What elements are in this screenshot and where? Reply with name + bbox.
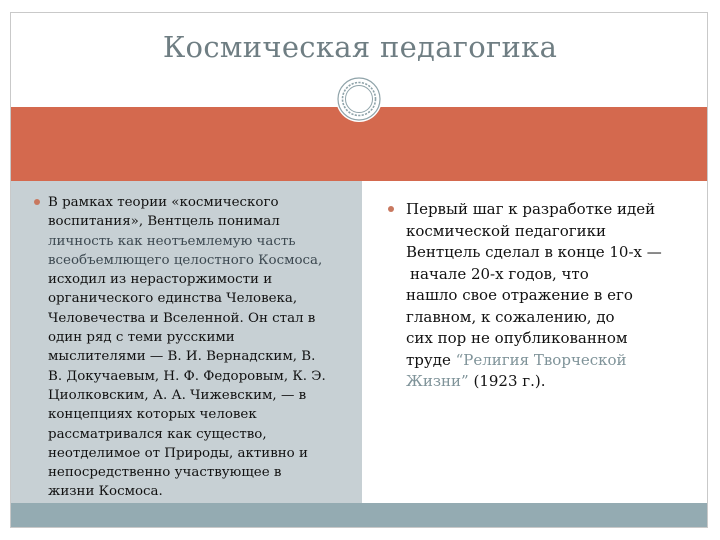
footer-band — [11, 503, 707, 527]
bullet-icon — [34, 199, 40, 205]
circle-ornament-icon — [336, 76, 382, 122]
text-line: концепциях которых человек — [48, 407, 257, 423]
book-title: Жизни” — [406, 372, 469, 390]
text-line: главном, к сожалению, до — [406, 307, 615, 326]
text-line: нашло свое отражение в его — [406, 286, 633, 304]
text-line: воспитания», Вентцель понимал — [48, 214, 280, 230]
left-column-text — [48, 193, 348, 502]
slide-title: Космическая педагогика — [162, 30, 558, 64]
text-line: сих пор не опубликованном — [406, 329, 628, 347]
text-line — [406, 350, 696, 372]
text-line: Первый шаг к разработке идей — [406, 200, 656, 218]
text-line: начале 20-х годов, что — [410, 264, 589, 283]
text-line: Циолковским, А. А. Чижевским, — в — [48, 387, 307, 403]
right-column-text — [406, 199, 696, 393]
text-line: жизни Космоса. — [48, 484, 163, 500]
text-line: В. Докучаевым, Н. Ф. Федоровым, К. Э. — [48, 368, 326, 384]
text-line: Вентцель сделал в конце 10-х — — [406, 243, 662, 261]
text-line: всеобъемлющего целостного Космоса, — [48, 252, 323, 268]
text-line: органического единства Человека, — [48, 291, 298, 307]
book-title: “Религия Творческой — [455, 350, 627, 369]
text-line: исходил из нерасторжимости и — [48, 272, 273, 288]
text-line: непосредственно участвующее в — [48, 465, 282, 481]
text-line: мыслителями — В. И. Вернадским, В. — [48, 349, 316, 365]
text-line: рассматривался как существо, — [48, 426, 267, 442]
text-line: В рамках теории «космического — [48, 195, 279, 210]
text-fragment: труде — [406, 350, 456, 369]
text-line: Человечества и Вселенной. Он стал в — [48, 310, 316, 326]
text-line — [406, 371, 696, 393]
text-fragment: (1923 г.). — [468, 372, 546, 390]
text-line: неотделимое от Природы, активно и — [48, 445, 308, 461]
text-line: космической педагогики — [406, 221, 607, 240]
text-line: один ряд с теми русскими — [48, 330, 235, 346]
bullet-icon — [388, 206, 394, 212]
text-line: личность как неотъемлемую часть — [48, 233, 296, 249]
